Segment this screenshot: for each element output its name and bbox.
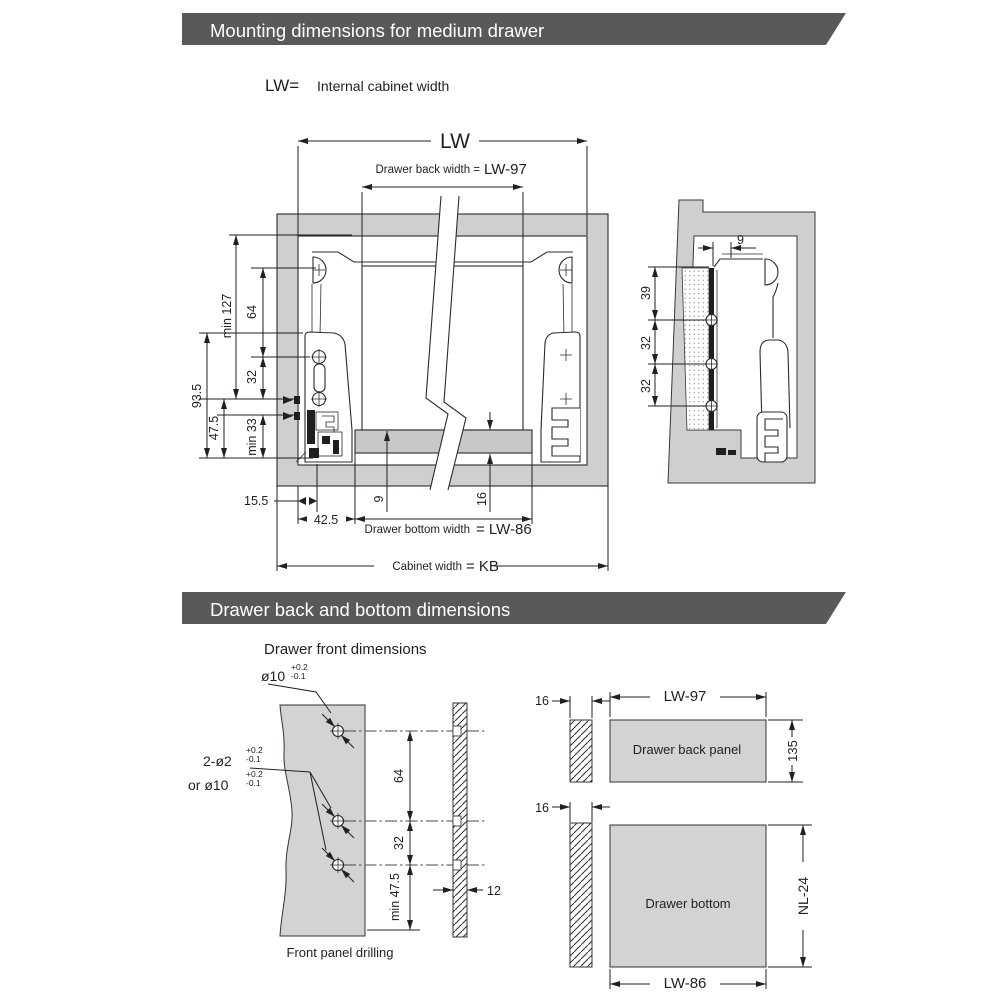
dim-9: 9 xyxy=(372,495,386,503)
section1-banner-title: Mounting dimensions for medium drawer xyxy=(210,20,545,41)
dim-cabinet-width-label: Cabinet width xyxy=(392,561,462,573)
back-panel-edge-view xyxy=(570,720,592,782)
hole-label-top-tol-minus: -0.1 xyxy=(291,671,306,681)
side-dim-9: 9 xyxy=(737,233,744,247)
dim-bottom-width-value: = LW-86 xyxy=(476,521,532,538)
section2-banner xyxy=(182,592,846,624)
dim-bottom-width-label: Drawer bottom width xyxy=(364,524,470,536)
lw-term: LW= xyxy=(265,76,300,95)
hole-label-top-tol-plus: +0.2 xyxy=(291,662,308,672)
dim-lw: LW xyxy=(440,130,470,153)
dim-back-width-label: Drawer back width = xyxy=(375,164,480,176)
bottom-panel-label: Drawer bottom xyxy=(645,896,731,911)
cabinet-right-wall xyxy=(587,214,608,486)
drawer-bottom-figure xyxy=(535,801,812,992)
dim-32: 32 xyxy=(245,370,259,384)
hole-label-alt: or ø10 xyxy=(188,777,229,793)
fp-dim-min-47-5: min 47.5 xyxy=(388,873,402,921)
dim-93-5: 93.5 xyxy=(190,383,204,409)
side-dim-32-upper: 32 xyxy=(639,336,653,350)
front-panel-title: Drawer front dimensions xyxy=(264,641,427,658)
front-panel-drilling-drawing xyxy=(188,641,501,960)
front-panel-caption: Front panel drilling xyxy=(286,945,394,960)
dim-47-5: 47.5 xyxy=(207,415,221,441)
fp-dim-64: 64 xyxy=(392,769,406,783)
section1-banner xyxy=(182,13,846,45)
db-dim-16: 16 xyxy=(535,801,549,815)
dim-42-5: 42.5 xyxy=(313,513,339,527)
fp-dim-12: 12 xyxy=(487,884,501,898)
hole-label-pair: 2-ø2 xyxy=(203,753,232,769)
section2-banner-title: Drawer back and bottom dimensions xyxy=(210,599,511,620)
bp-dim-135: 135 xyxy=(785,740,800,762)
front-view-drawing xyxy=(190,129,608,575)
drawer-back-panel-figure xyxy=(535,688,803,782)
side-dim-32-lower: 32 xyxy=(639,379,653,393)
hole-label-pair-tol-minus: -0.1 xyxy=(246,754,261,764)
dim-back-width-value: LW-97 xyxy=(484,161,527,178)
db-dim-lw86: LW-86 xyxy=(663,975,707,992)
dim-cabinet-width-value: = KB xyxy=(466,558,499,575)
lw-description: Internal cabinet width xyxy=(317,78,450,94)
lw-definition xyxy=(265,76,449,95)
bp-dim-lw97: LW-97 xyxy=(663,688,707,705)
fp-dim-32: 32 xyxy=(392,836,406,850)
back-panel-label: Drawer back panel xyxy=(632,742,742,757)
dim-min127: min 127 xyxy=(220,293,234,339)
side-view-drawing xyxy=(639,200,815,483)
dim-15-5: 15.5 xyxy=(244,494,269,508)
hole-label-pair-tol-plus: +0.2 xyxy=(246,745,263,755)
hole-label-alt-tol-minus: -0.1 xyxy=(246,778,261,788)
cabinet-left-wall xyxy=(277,214,298,486)
hole-label-alt-tol-plus: +0.2 xyxy=(246,769,263,779)
front-panel-shape xyxy=(280,705,365,936)
dim-64: 64 xyxy=(245,305,259,319)
bottom-panel-edge-view xyxy=(570,823,592,967)
bp-dim-16: 16 xyxy=(535,694,549,708)
dim-16: 16 xyxy=(475,492,489,506)
hole-label-top: ø10 xyxy=(261,668,286,684)
dim-min33: min 33 xyxy=(245,418,259,456)
db-dim-nl24: NL-24 xyxy=(795,876,811,916)
side-dim-39: 39 xyxy=(639,286,653,300)
